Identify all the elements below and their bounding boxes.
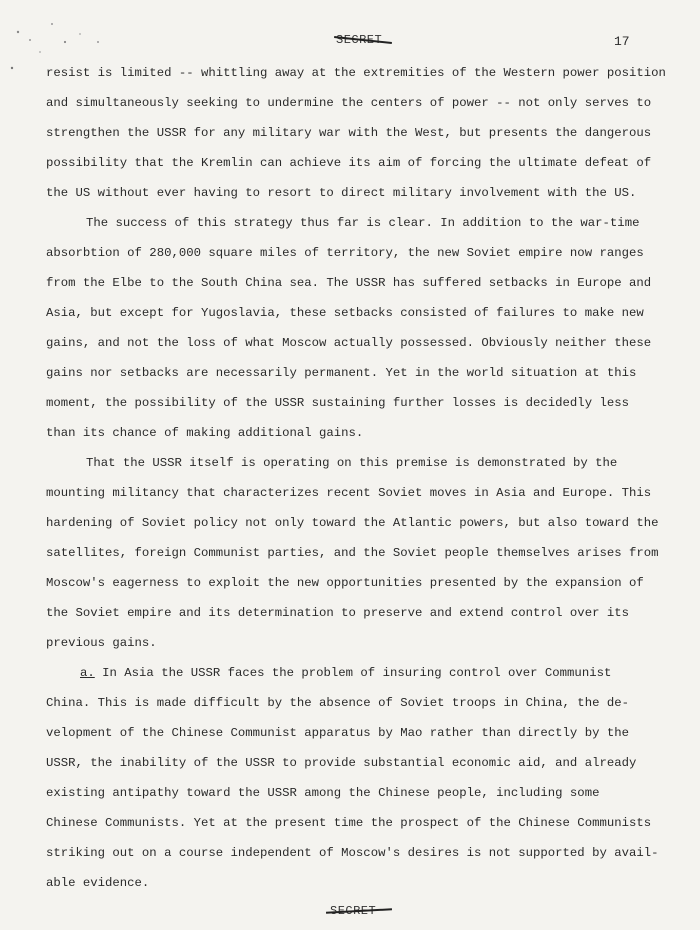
- text-line: Moscow's eagerness to exploit the new opportunities presented by the expansion of: [46, 576, 644, 590]
- text-line: striking out on a course independent of Moscow's desires is not supported by avail-: [46, 846, 659, 860]
- document-body: [46, 58, 688, 898]
- text-line: possibility that the Kremlin can achieve its aim of forcing the ultimate defeat of: [46, 156, 652, 170]
- text-line: absorbtion of 280,000 square miles of territory, the new Soviet empire now ranges: [46, 246, 644, 260]
- text-line: velopment of the Chinese Communist apparatus by Mao rather than directly by the: [46, 726, 629, 740]
- text-line: Chinese Communists. Yet at the present time the prospect of the Chinese Communists: [46, 816, 652, 830]
- text-line: gains, and not the loss of what Moscow actually possessed. Obviously neither these: [46, 336, 652, 350]
- text-line: resist is limited -- whittling away at the extremities of the Western power position: [46, 66, 666, 80]
- page-number: 17: [614, 34, 630, 49]
- section-marker: a.: [80, 666, 95, 680]
- header-classification: SECRET: [336, 33, 383, 47]
- text-line: hardening of Soviet policy not only toward the Atlantic powers, but also toward the: [46, 516, 659, 530]
- text-line: existing antipathy toward the USSR among the Chinese people, including some: [46, 786, 600, 800]
- footer-classification: SECRET: [330, 904, 377, 918]
- text-line: and simultaneously seeking to undermine the centers of power -- not only serves to: [46, 96, 652, 110]
- text-line: previous gains.: [46, 636, 157, 650]
- text-line: Asia, but except for Yugoslavia, these setbacks consisted of failures to make new: [46, 306, 644, 320]
- text-line: strengthen the USSR for any military war with the West, but presents the dangerous: [46, 126, 652, 140]
- text-line: the US without ever having to resort to direct military involvement with the US.: [46, 186, 637, 200]
- text-line: China. This is made difficult by the absence of Soviet troops in China, the de-: [46, 696, 629, 710]
- text-line: than its chance of making additional gains.: [46, 426, 364, 440]
- text-line: satellites, foreign Communist parties, and the Soviet people themselves arises from: [46, 546, 659, 560]
- text-line: moment, the possibility of the USSR sustaining further losses is decidedly less: [46, 396, 629, 410]
- text-line: gains nor setbacks are necessarily permanent. Yet in the world situation at this: [46, 366, 637, 380]
- text-line: the Soviet empire and its determination to preserve and extend control over its: [46, 606, 629, 620]
- text-line: mounting militancy that characterizes recent Soviet moves in Asia and Europe. This: [46, 486, 652, 500]
- text-line: That the USSR itself is operating on this premise is demonstrated by the: [86, 456, 618, 470]
- section-a-first-line: [46, 658, 688, 688]
- text-line: The success of this strategy thus far is clear. In addition to the war-time: [86, 216, 640, 230]
- text-line: In Asia the USSR faces the problem of insuring control over Communist: [102, 666, 612, 680]
- text-line: USSR, the inability of the USSR to provide substantial economic aid, and already: [46, 756, 637, 770]
- text-line: able evidence.: [46, 876, 150, 890]
- text-line: from the Elbe to the South China sea. The USSR has suffered setbacks in Europe and: [46, 276, 652, 290]
